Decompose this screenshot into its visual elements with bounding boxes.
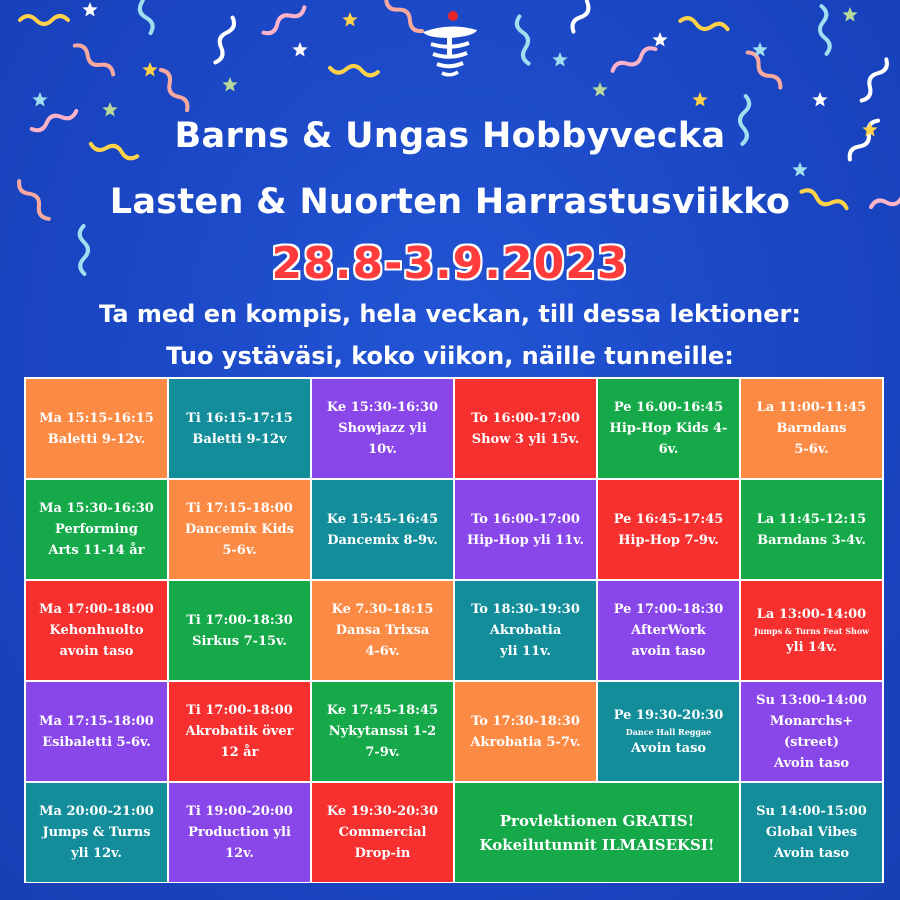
class-cell-line: 10v. — [368, 442, 397, 457]
class-cell-line: 4-6v. — [365, 644, 400, 659]
class-cell-line: Kehonhuolto — [49, 623, 144, 638]
class-cell-line: Hip-Hop Kids 4- — [609, 421, 728, 436]
streamer-shape — [818, 6, 831, 55]
streamer-shape — [680, 17, 729, 33]
class-cell-line: Ti 19:00-20:00 — [186, 804, 293, 819]
class-cell-line: To 16:00-17:00 — [471, 410, 580, 426]
class-cell — [598, 682, 739, 781]
class-cell-line: Su 14:00-15:00 — [756, 804, 867, 819]
streamer-shape — [515, 16, 532, 65]
class-cell-line: To 18:30-19:30 — [471, 602, 580, 617]
star-shape — [222, 77, 237, 92]
star-shape — [342, 12, 357, 27]
streamer-shape — [20, 16, 68, 24]
class-cell-line: Kokeilutunnit ILMAISEKSI! — [479, 835, 715, 854]
class-cell — [26, 581, 167, 680]
class-cell-line: Esibaletti 5-6v. — [42, 734, 151, 750]
class-cell-line: yli 14v. — [786, 639, 837, 655]
class-cell-line: Ke 15:30-16:30 — [326, 400, 439, 415]
class-cell — [26, 480, 167, 579]
class-cell-line: Barndans 3-4v. — [757, 532, 866, 548]
class-cell-line: Show 3 yli 15v. — [471, 431, 580, 447]
class-cell-line: La 13:00-14:00 — [756, 606, 867, 622]
class-cell-line: Production yli — [188, 825, 291, 840]
title-swedish: Barns & Ungas Hobbyvecka — [174, 116, 726, 156]
title-finnish: Lasten & Nuorten Harrastusviikko — [109, 182, 791, 222]
star-shape — [792, 162, 807, 177]
class-cell-line: 5-6v. — [222, 543, 257, 558]
class-cell — [455, 581, 596, 680]
class-cell-line: Hip-Hop yli 11v. — [466, 532, 585, 548]
class-cell-line: Monarchs+ — [769, 713, 854, 729]
streamer-shape — [570, 0, 598, 33]
star-shape — [82, 2, 97, 17]
class-cell — [455, 480, 596, 579]
class-cell-line: Ti 16:15-17:15 — [186, 410, 293, 426]
streamer-shape — [212, 16, 237, 64]
class-cell-line: 6v. — [658, 442, 679, 457]
star-shape — [842, 7, 857, 22]
class-cell — [741, 581, 882, 680]
streamer-shape — [158, 68, 191, 113]
class-cell — [312, 480, 453, 579]
class-cell-line: Baletti 9-12v — [192, 431, 287, 447]
class-cell — [312, 783, 453, 882]
class-cell-line: Avoin taso — [773, 846, 850, 861]
class-cell-line: Baletti 9-12v. — [47, 431, 146, 447]
class-cell-line: Drop-in — [354, 846, 411, 861]
star-shape — [552, 52, 567, 67]
class-cell-line: Akrobatia — [489, 623, 562, 638]
class-cell-line: Ma 20:00-21:00 — [39, 804, 154, 819]
class-cell-line: Barndans — [776, 421, 847, 436]
star-shape — [102, 102, 117, 117]
class-cell-line: Global Vibes — [765, 825, 858, 840]
class-cell-line: Ma 15:30-16:30 — [39, 501, 154, 516]
star-shape — [142, 62, 157, 77]
logo-icon — [415, 10, 485, 85]
streamer-shape — [134, 0, 155, 34]
class-cell-line: Arts 11-14 år — [48, 543, 145, 558]
streamer-shape — [858, 57, 890, 102]
class-cell — [455, 783, 739, 882]
class-cell-line: Hip-Hop 7-9v. — [618, 532, 719, 548]
class-cell-line: (street) — [783, 734, 840, 750]
class-cell — [598, 379, 739, 478]
class-cell — [598, 480, 739, 579]
class-cell — [741, 480, 882, 579]
class-cell-line: Showjazz yli — [338, 421, 427, 436]
class-cell-line: 7-9v. — [365, 745, 400, 760]
class-cell — [169, 379, 310, 478]
class-cell — [455, 379, 596, 478]
class-cell — [741, 379, 882, 478]
class-cell-line: 12 år — [220, 745, 259, 760]
class-cell-line: To 16:00-17:00 — [471, 511, 580, 527]
class-cell-line: Jumps & Turns — [42, 825, 151, 840]
class-cell-line: La 11:45-12:15 — [756, 511, 867, 527]
class-cell — [169, 783, 310, 882]
class-cell-line: Ma 15:15-16:15 — [39, 410, 154, 426]
class-cell-line: yli 12v. — [71, 846, 122, 861]
streamer-shape — [262, 4, 307, 36]
class-cell-line: Ke 15:45-16:45 — [326, 511, 439, 527]
class-cell-line: Avoin taso — [630, 740, 707, 756]
class-cell-line: Ke 7.30-18:15 — [331, 602, 434, 617]
class-cell-line: 12v. — [225, 846, 254, 861]
class-cell-line: Provlektionen GRATIS! — [499, 811, 695, 830]
class-cell-line: Performing — [55, 522, 138, 537]
star-shape — [652, 32, 667, 47]
class-cell — [455, 682, 596, 781]
class-cell — [312, 581, 453, 680]
class-cell-line: AfterWork — [631, 623, 706, 638]
class-cell-line: To 17:30-18:30 — [471, 713, 580, 729]
class-cell-line: Pe 19:30-20:30 — [613, 707, 724, 723]
class-cell-line: avoin taso — [631, 644, 706, 659]
class-cell-line: Ti 17:00-18:00 — [186, 703, 293, 718]
event-dates: 28.8-3.9.2023 — [271, 238, 629, 289]
class-cell — [169, 682, 310, 781]
class-cell-note: Dance Hall Reggae — [625, 726, 712, 737]
class-cell — [312, 682, 453, 781]
class-cell-line: Commercial — [338, 825, 427, 840]
class-cell — [169, 581, 310, 680]
subtitle-swedish: Ta med en kompis, hela veckan, till dessa lektioner: — [99, 300, 801, 328]
class-cell-line: Ma 17:15-18:00 — [39, 713, 154, 729]
star-shape — [592, 82, 607, 97]
class-cell-line: 5-6v. — [794, 442, 829, 457]
class-cell-note: Jumps & Turns Feat Show — [753, 625, 870, 636]
class-cell — [26, 379, 167, 478]
class-cell — [312, 379, 453, 478]
class-cell-line: La 11:00-11:45 — [756, 400, 867, 415]
class-cell-line: Su 13:00-14:00 — [756, 692, 867, 708]
star-shape — [812, 92, 827, 107]
streamer-shape — [611, 46, 657, 75]
subtitle-finnish: Tuo ystäväsi, koko viikon, näille tunneille: — [166, 342, 734, 370]
streamer-shape — [330, 64, 379, 76]
class-cell-line: Dancemix Kids — [185, 522, 294, 537]
class-cell-line: Pe 16:45-17:45 — [613, 511, 724, 527]
schedule-grid — [24, 377, 884, 883]
class-cell-line: yli 11v. — [500, 644, 551, 659]
class-cell — [169, 480, 310, 579]
class-cell-line: Akrobatik över — [185, 724, 294, 739]
class-cell-line: Dansa Trixsa — [335, 623, 430, 638]
class-cell — [741, 682, 882, 781]
class-cell-line: Ti 17:15-18:00 — [186, 501, 293, 516]
class-cell-line: Ke 17:45-18:45 — [326, 703, 439, 718]
class-cell-line: Pe 17:00-18:30 — [613, 602, 724, 617]
class-cell-line: avoin taso — [59, 644, 134, 659]
class-cell-line: Pe 16.00-16:45 — [613, 400, 724, 415]
class-cell — [26, 682, 167, 781]
streamer-shape — [72, 42, 115, 77]
class-cell-line: Ti 17:00-18:30 — [186, 612, 293, 628]
class-cell-line: Nykytanssi 1-2 — [328, 724, 437, 739]
class-cell-line: Sirkus 7-15v. — [192, 633, 287, 649]
star-shape — [692, 92, 707, 107]
star-shape — [32, 92, 47, 107]
class-cell — [26, 783, 167, 882]
class-cell — [598, 581, 739, 680]
class-cell-line: Avoin taso — [773, 755, 850, 771]
star-shape — [292, 42, 307, 57]
class-cell — [741, 783, 882, 882]
class-cell-line: Akrobatia 5-7v. — [470, 734, 581, 750]
class-cell-line: Dancemix 8-9v. — [327, 532, 438, 548]
class-cell-line: Ke 19:30-20:30 — [326, 804, 439, 819]
class-cell-line: Ma 17:00-18:00 — [39, 602, 154, 617]
